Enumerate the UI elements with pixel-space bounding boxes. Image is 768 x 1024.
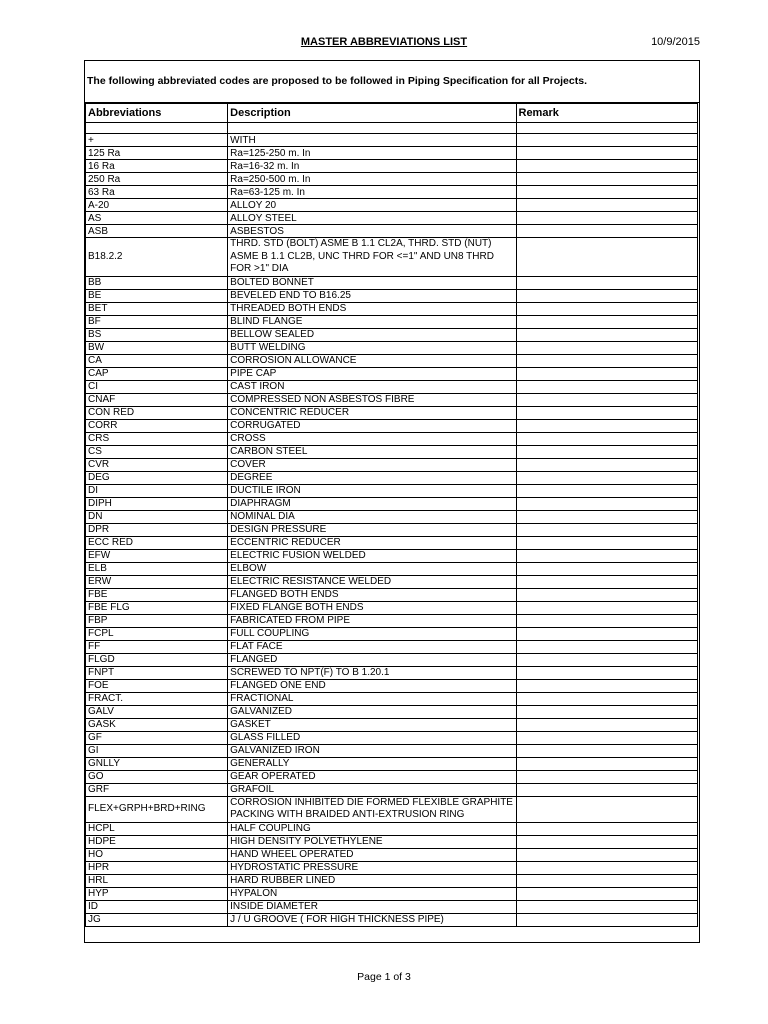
table-row — [86, 134, 698, 147]
abbreviation-cell: EFW — [86, 549, 228, 562]
description-cell: ASBESTOS — [228, 225, 516, 238]
remark-cell — [516, 731, 698, 744]
table-row — [86, 783, 698, 796]
remark-cell — [516, 601, 698, 614]
remark-cell — [516, 835, 698, 848]
description-cell: ELBOW — [228, 562, 516, 575]
description-cell: WITH — [228, 134, 516, 147]
abbreviation-cell: ASB — [86, 225, 228, 238]
page-number: Page 1 of 3 — [357, 971, 411, 983]
abbreviation-cell: CVR — [86, 458, 228, 471]
abbreviation-cell: FBP — [86, 614, 228, 627]
remark-cell — [516, 562, 698, 575]
table-row — [86, 510, 698, 523]
table-row — [86, 770, 698, 783]
remark-cell — [516, 276, 698, 289]
description-cell: GALVANIZED — [228, 705, 516, 718]
remark-cell — [516, 393, 698, 406]
table-row — [86, 380, 698, 393]
description-cell: ALLOY 20 — [228, 199, 516, 212]
remark-cell — [516, 173, 698, 186]
remark-cell — [516, 458, 698, 471]
table-row — [86, 874, 698, 887]
description-cell: NOMINAL DIA — [228, 510, 516, 523]
description-cell: ECCENTRIC REDUCER — [228, 536, 516, 549]
description-cell: COMPRESSED NON ASBESTOS FIBRE — [228, 393, 516, 406]
description-cell: FLANGED — [228, 653, 516, 666]
remark-cell — [516, 134, 698, 147]
abbreviation-cell: CON RED — [86, 406, 228, 419]
abbreviation-cell: HRL — [86, 874, 228, 887]
description-cell: FIXED FLANGE BOTH ENDS — [228, 601, 516, 614]
remark-cell — [516, 510, 698, 523]
table-row — [86, 627, 698, 640]
remark-cell — [516, 432, 698, 445]
table-row — [86, 601, 698, 614]
table-row — [86, 302, 698, 315]
abbreviation-cell: BW — [86, 341, 228, 354]
remark-cell — [516, 497, 698, 510]
abbreviation-cell: FBE — [86, 588, 228, 601]
column-header-abbreviations: Abbreviations — [86, 104, 228, 123]
description-cell: HAND WHEEL OPERATED — [228, 848, 516, 861]
table-row — [86, 471, 698, 484]
remark-cell — [516, 692, 698, 705]
abbreviation-cell: GASK — [86, 718, 228, 731]
description-cell: INSIDE DIAMETER — [228, 900, 516, 913]
description-cell: GALVANIZED IRON — [228, 744, 516, 757]
table-row — [86, 147, 698, 160]
table-row — [86, 718, 698, 731]
description-cell: SCREWED TO NPT(F) TO B 1.20.1 — [228, 666, 516, 679]
abbreviation-cell: FCPL — [86, 627, 228, 640]
remark-cell — [516, 640, 698, 653]
description-cell: FRACTIONAL — [228, 692, 516, 705]
remark-cell — [516, 679, 698, 692]
description-cell: BOLTED BONNET — [228, 276, 516, 289]
description-cell: CORROSION INHIBITED DIE FORMED FLEXIBLE GRAPHITE PACKING WITH BRAIDED ANTI-EXTRUSION RING — [228, 796, 516, 822]
remark-cell — [516, 913, 698, 926]
abbreviation-cell: BF — [86, 315, 228, 328]
remark-cell — [516, 588, 698, 601]
table-row — [86, 315, 698, 328]
document-date: 10/9/2015 — [651, 36, 700, 48]
abbreviation-cell: BE — [86, 289, 228, 302]
abbreviation-cell: B18.2.2 — [86, 238, 228, 277]
abbreviation-cell: 250 Ra — [86, 173, 228, 186]
abbreviation-cell: 63 Ra — [86, 186, 228, 199]
table-row — [86, 393, 698, 406]
description-cell: CAST IRON — [228, 380, 516, 393]
description-cell: FABRICATED FROM PIPE — [228, 614, 516, 627]
abbreviation-cell: BS — [86, 328, 228, 341]
table-row — [86, 731, 698, 744]
remark-cell — [516, 770, 698, 783]
table-row — [86, 653, 698, 666]
table-row — [86, 575, 698, 588]
table-row — [86, 666, 698, 679]
table-row — [86, 848, 698, 861]
remark-cell — [516, 419, 698, 432]
abbreviations-sheet — [84, 60, 700, 943]
remark-cell — [516, 406, 698, 419]
table-row — [86, 835, 698, 848]
abbreviation-cell: DI — [86, 484, 228, 497]
abbreviation-cell: GI — [86, 744, 228, 757]
table-row — [86, 458, 698, 471]
description-cell: DIAPHRAGM — [228, 497, 516, 510]
table-row — [86, 757, 698, 770]
remark-cell — [516, 861, 698, 874]
abbreviation-cell: FOE — [86, 679, 228, 692]
remark-cell — [516, 380, 698, 393]
remark-cell — [516, 887, 698, 900]
remark-cell — [516, 796, 698, 822]
table-row — [86, 913, 698, 926]
abbreviation-cell: HPR — [86, 861, 228, 874]
document-title: MASTER ABBREVIATIONS LIST — [300, 36, 468, 48]
description-cell: FLAT FACE — [228, 640, 516, 653]
table-row — [86, 861, 698, 874]
table-row — [86, 199, 698, 212]
description-cell: FULL COUPLING — [228, 627, 516, 640]
description-cell: FLANGED ONE END — [228, 679, 516, 692]
abbreviation-cell: GF — [86, 731, 228, 744]
remark-cell — [516, 302, 698, 315]
table-row — [86, 186, 698, 199]
description-cell: HYPALON — [228, 887, 516, 900]
spacer-row — [86, 123, 698, 134]
remark-cell — [516, 289, 698, 302]
abbreviation-cell: CA — [86, 354, 228, 367]
table-row — [86, 225, 698, 238]
description-cell: GRAFOIL — [228, 783, 516, 796]
remark-cell — [516, 900, 698, 913]
table-row — [86, 328, 698, 341]
table-header-row — [86, 104, 698, 123]
table-row — [86, 640, 698, 653]
description-cell: ALLOY STEEL — [228, 212, 516, 225]
table-row — [86, 536, 698, 549]
abbreviation-cell: 125 Ra — [86, 147, 228, 160]
remark-cell — [516, 186, 698, 199]
abbreviation-cell: ECC RED — [86, 536, 228, 549]
remark-cell — [516, 328, 698, 341]
remark-cell — [516, 471, 698, 484]
abbreviation-cell: CAP — [86, 367, 228, 380]
description-cell: THREADED BOTH ENDS — [228, 302, 516, 315]
abbreviation-cell: GO — [86, 770, 228, 783]
description-cell: FLANGED BOTH ENDS — [228, 588, 516, 601]
abbreviation-cell: DPR — [86, 523, 228, 536]
abbreviation-cell: GALV — [86, 705, 228, 718]
table-row — [86, 562, 698, 575]
remark-cell — [516, 874, 698, 887]
table-row — [86, 445, 698, 458]
remark-cell — [516, 575, 698, 588]
abbreviation-cell: + — [86, 134, 228, 147]
description-cell: CONCENTRIC REDUCER — [228, 406, 516, 419]
description-cell: THRD. STD (BOLT) ASME B 1.1 CL2A, THRD. STD (NUT) ASME B 1.1 CL2B, UNC THRD FOR <=1" AND UN8 THRD FOR >1" DIA — [228, 238, 516, 277]
table-row — [86, 173, 698, 186]
abbreviation-cell: CORR — [86, 419, 228, 432]
table-row — [86, 900, 698, 913]
table-row — [86, 432, 698, 445]
remark-cell — [516, 653, 698, 666]
remark-cell — [516, 315, 698, 328]
table-row — [86, 497, 698, 510]
abbreviation-cell: HO — [86, 848, 228, 861]
abbreviation-cell: 16 Ra — [86, 160, 228, 173]
remark-cell — [516, 666, 698, 679]
abbreviation-cell: FRACT. — [86, 692, 228, 705]
abbreviation-cell: GRF — [86, 783, 228, 796]
column-header-description: Description — [228, 104, 516, 123]
abbreviation-cell: DEG — [86, 471, 228, 484]
description-cell: ELECTRIC RESISTANCE WELDED — [228, 575, 516, 588]
abbreviation-cell: GNLLY — [86, 757, 228, 770]
abbreviation-cell: DN — [86, 510, 228, 523]
description-cell: Ra=63-125 m. In — [228, 186, 516, 199]
abbreviation-cell: ERW — [86, 575, 228, 588]
remark-cell — [516, 822, 698, 835]
description-cell: CROSS — [228, 432, 516, 445]
description-cell: BELLOW SEALED — [228, 328, 516, 341]
abbreviation-cell: FBE FLG — [86, 601, 228, 614]
table-row — [86, 354, 698, 367]
description-cell: GENERALLY — [228, 757, 516, 770]
remark-cell — [516, 614, 698, 627]
intro-text: The following abbreviated codes are proposed to be followed in Piping Specification for all Projects. — [85, 61, 699, 103]
description-cell: CORRUGATED — [228, 419, 516, 432]
table-row — [86, 705, 698, 718]
abbreviation-cell: FF — [86, 640, 228, 653]
abbreviation-cell: AS — [86, 212, 228, 225]
table-row — [86, 484, 698, 497]
table-row — [86, 588, 698, 601]
description-cell: GEAR OPERATED — [228, 770, 516, 783]
table-row — [86, 419, 698, 432]
remark-cell — [516, 744, 698, 757]
abbreviation-cell: CI — [86, 380, 228, 393]
remark-cell — [516, 783, 698, 796]
description-cell: HALF COUPLING — [228, 822, 516, 835]
remark-cell — [516, 212, 698, 225]
description-cell: J / U GROOVE ( FOR HIGH THICKNESS PIPE) — [228, 913, 516, 926]
remark-cell — [516, 238, 698, 277]
remark-cell — [516, 367, 698, 380]
description-cell: Ra=16-32 m. In — [228, 160, 516, 173]
description-cell: Ra=250-500 m. In — [228, 173, 516, 186]
abbreviation-cell: HYP — [86, 887, 228, 900]
abbreviation-cell: HDPE — [86, 835, 228, 848]
abbreviation-cell: FLGD — [86, 653, 228, 666]
remark-cell — [516, 160, 698, 173]
table-row — [86, 822, 698, 835]
table-row — [86, 549, 698, 562]
abbreviation-cell: CRS — [86, 432, 228, 445]
description-cell: CORROSION ALLOWANCE — [228, 354, 516, 367]
description-cell: Ra=125-250 m. In — [228, 147, 516, 160]
remark-cell — [516, 523, 698, 536]
description-cell: CARBON STEEL — [228, 445, 516, 458]
remark-cell — [516, 484, 698, 497]
remark-cell — [516, 147, 698, 160]
description-cell: HARD RUBBER LINED — [228, 874, 516, 887]
description-cell: BUTT WELDING — [228, 341, 516, 354]
remark-cell — [516, 199, 698, 212]
table-row — [86, 406, 698, 419]
remark-cell — [516, 705, 698, 718]
abbreviation-cell: BB — [86, 276, 228, 289]
table-row — [86, 160, 698, 173]
column-header-remark: Remark — [516, 104, 698, 123]
description-cell: GLASS FILLED — [228, 731, 516, 744]
description-cell: HIGH DENSITY POLYETHYLENE — [228, 835, 516, 848]
abbreviation-cell: HCPL — [86, 822, 228, 835]
remark-cell — [516, 225, 698, 238]
remark-cell — [516, 718, 698, 731]
remark-cell — [516, 848, 698, 861]
abbreviation-cell: BET — [86, 302, 228, 315]
table-row — [86, 238, 698, 277]
abbreviation-cell: ID — [86, 900, 228, 913]
remark-cell — [516, 341, 698, 354]
description-cell: HYDROSTATIC PRESSURE — [228, 861, 516, 874]
remark-cell — [516, 445, 698, 458]
abbreviations-table — [85, 103, 698, 927]
abbreviation-cell: ELB — [86, 562, 228, 575]
description-cell: DEGREE — [228, 471, 516, 484]
description-cell: GASKET — [228, 718, 516, 731]
abbreviation-cell: DIPH — [86, 497, 228, 510]
description-cell: COVER — [228, 458, 516, 471]
remark-cell — [516, 354, 698, 367]
table-row — [86, 796, 698, 822]
remark-cell — [516, 549, 698, 562]
table-row — [86, 887, 698, 900]
table-row — [86, 679, 698, 692]
table-row — [86, 276, 698, 289]
description-cell: BEVELED END TO B16.25 — [228, 289, 516, 302]
table-row — [86, 212, 698, 225]
description-cell: DUCTILE IRON — [228, 484, 516, 497]
abbreviation-cell: FLEX+GRPH+BRD+RING — [86, 796, 228, 822]
description-cell: PIPE CAP — [228, 367, 516, 380]
table-row — [86, 744, 698, 757]
remark-cell — [516, 627, 698, 640]
table-row — [86, 367, 698, 380]
description-cell: ELECTRIC FUSION WELDED — [228, 549, 516, 562]
table-row — [86, 341, 698, 354]
table-row — [86, 289, 698, 302]
table-row — [86, 692, 698, 705]
description-cell: BLIND FLANGE — [228, 315, 516, 328]
remark-cell — [516, 757, 698, 770]
abbreviation-cell: JG — [86, 913, 228, 926]
table-row — [86, 614, 698, 627]
abbreviation-cell: CNAF — [86, 393, 228, 406]
remark-cell — [516, 536, 698, 549]
abbreviation-cell: CS — [86, 445, 228, 458]
abbreviation-cell: A-20 — [86, 199, 228, 212]
abbreviation-cell: FNPT — [86, 666, 228, 679]
description-cell: DESIGN PRESSURE — [228, 523, 516, 536]
table-row — [86, 523, 698, 536]
